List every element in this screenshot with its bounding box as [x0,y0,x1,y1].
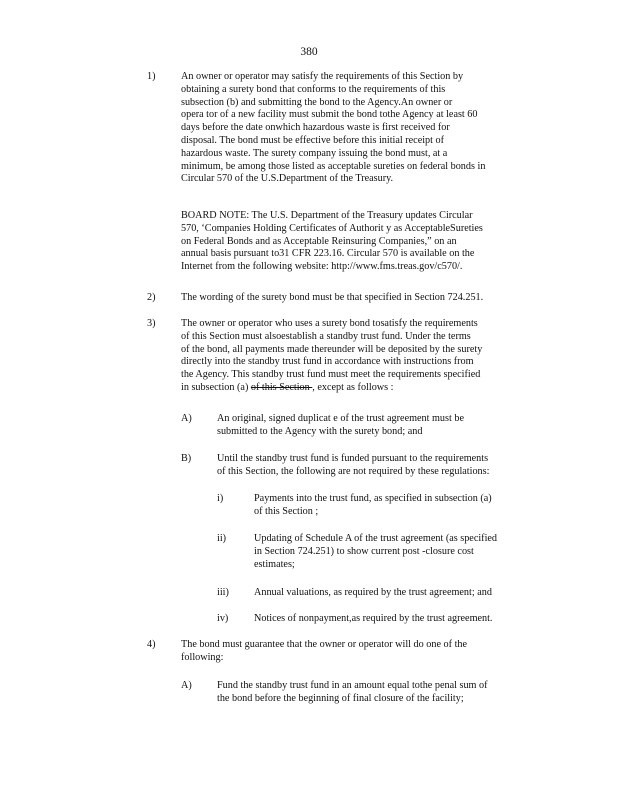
paragraph-3a [217,413,507,439]
item-number-3b: B) [181,453,192,464]
paragraph-line: Notices of nonpayment,as required by the trust agreement. [254,613,493,624]
page-number: 380 [300,46,318,58]
paragraph-line: on Federal Bonds and as Acceptable Reinsuring Companies,” on an [181,235,457,247]
item-number-1: 1) [147,71,156,82]
paragraph-line: Internet from the following website: http://www.fms.treas.gov/c570/. [181,261,463,273]
paragraph-ii [254,533,536,571]
item-number-3: 3) [147,318,156,329]
paragraph-line: Updating of Schedule A of the trust agreement (as specified [254,533,498,544]
paragraph-line: of the bond, all payments made thereunder will be deposited by the surety [181,343,483,355]
item-number-iv: iv) [217,613,229,624]
paragraph-4a [217,680,537,706]
paragraph-4 [181,639,521,665]
paragraph-2 [181,292,533,305]
paragraph-iv [254,613,536,626]
paragraph-line: of this Section, the following are not required by these regulations: [217,465,490,477]
paragraph-line: submitted to the Agency with the surety bond; and [217,425,423,437]
paragraph-line: in Section 724.251) to show current post -closure cost [254,545,474,557]
paragraph-line: following: [181,651,224,663]
item-number-4a: A) [181,680,192,691]
paragraph-line: Fund the standby trust fund in an amount equal tothe penal sum of [217,680,488,691]
paragraph-line: estimates; [254,558,295,570]
item-number-iii: iii) [217,587,229,598]
paragraph-line: Until the standby trust fund is funded pursuant to the requirements [217,453,489,464]
paragraph-line: the bond before the beginning of final closure of the facility; [217,692,464,704]
paragraph-line: The bond must guarantee that the owner or operator will do one of the [181,639,468,650]
paragraph-line: subsection (b) and submitting the bond to the Agency.An owner or [181,96,453,108]
paragraph-line: The owner or operator who uses a surety bond tosatisfy the requirements [181,318,478,329]
paragraph-3 [181,318,533,395]
paragraph-line: An original, signed duplicat e of the trust agreement must be [217,413,464,424]
paragraph-line: directly into the standby trust fund in accordance with instructions from [181,356,474,368]
paragraph-line: disposal. The bond must be effective before this initial receipt of [181,134,445,146]
item-number-i: i) [217,493,224,504]
paragraph-line: annual basis pursuant to31 CFR 223.16. Circular 570 is available on the [181,248,475,260]
paragraph-line: hazardous waste. The surety company issuing the bond must, at a [181,147,448,159]
paragraph-line: Payments into the trust fund, as specified in subsection (a) [254,493,492,504]
paragraph-iii [254,587,536,600]
paragraph-3b [217,453,533,479]
struck-text: of this Section [250,381,313,393]
board-note [181,210,533,274]
item-number-4: 4) [147,639,156,650]
paragraph-1 [181,71,541,186]
paragraph-line [181,382,533,395]
paragraph-line: days before the date onwhich hazardous waste is first received for [181,122,450,134]
item-number-ii: ii) [217,533,227,544]
paragraph-line: obtaining a surety bond that conforms to the requirements of this [181,83,446,95]
paragraph-line: The wording of the surety bond must be that specified in Section 724.251. [181,292,484,303]
paragraph-line: minimum, be among those listed as acceptable sureties on federal bonds in [181,160,486,172]
line-text: , except as follows : [312,381,394,393]
paragraph-line: opera tor of a new facility must submit the bond tothe Agency at least 60 [181,109,478,121]
paragraph-line: the Agency. This standby trust fund must meet the requirements specified [181,369,481,381]
paragraph-line: of this Section must alsoestablish a standby trust fund. Under the terms [181,330,471,342]
item-number-3a: A) [181,413,192,424]
paragraph-line: of this Section ; [254,505,319,517]
paragraph-line: Annual valuations, as required by the trust agreement; and [254,587,492,598]
line-text: in subsection (a) [181,381,251,393]
item-number-2: 2) [147,292,156,303]
paragraph-line: BOARD NOTE: The U.S. Department of the Treasury updates Circular [181,210,473,221]
paragraph-line: An owner or operator may satisfy the requirements of this Section by [181,71,464,82]
paragraph-line: 570, ‘Companies Holding Certificates of Authorit y as AcceptableSureties [181,222,483,234]
paragraph-i [254,493,530,519]
paragraph-line: Circular 570 of the U.S.Department of the Treasury. [181,173,394,185]
